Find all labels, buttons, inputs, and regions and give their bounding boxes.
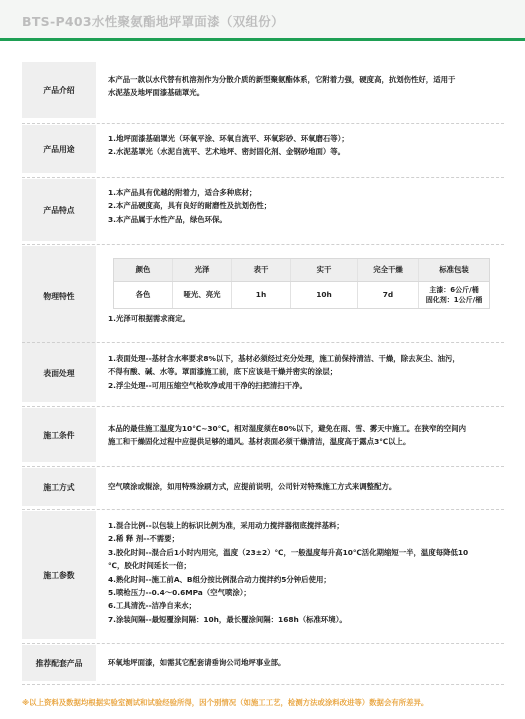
spec-header-cell: 完全干燥	[358, 259, 419, 281]
section-divider	[22, 342, 504, 343]
content-line: 环氧地坪面漆，如需其它配套请垂询公司地坪事业部。	[108, 658, 286, 668]
section-label: 施工参数	[22, 511, 96, 639]
spec-cell-color: 各色	[114, 282, 173, 308]
spec-header-cell: 光泽	[173, 259, 232, 281]
section-content	[108, 519, 498, 639]
section-content	[108, 246, 498, 346]
section-label: 产品用途	[22, 125, 96, 173]
spec-header-cell: 表干	[232, 259, 291, 281]
content-line: 7.涂装间隔--最短覆涂间隔：10h，最长覆涂间隔：168h（标准环境）。	[108, 614, 347, 624]
section-params	[22, 511, 504, 639]
content-line: 2.浮尘处理--可用压缩空气枪吹净或用干净的扫把清扫干净。	[108, 380, 307, 390]
section-content	[108, 645, 498, 681]
section-divider	[22, 643, 504, 644]
content-line: 1.本产品具有优越的附着力，适合多种底材；	[108, 188, 257, 197]
spec-note: 1.光泽可根据需求商定。	[108, 314, 190, 323]
section-label: 物理特性	[22, 246, 96, 346]
content-line: 施工和干燥固化过程中应提供足够的通风。基材表面必须干燥清洁，温度高于露点3℃以上。	[108, 437, 411, 447]
section-content	[108, 132, 498, 173]
content-line: 1.表面处理--基材含水率要求8%以下，基材必须经过充分处理，施工前保持清洁、干燥，除去灰尘、油污，	[108, 354, 460, 363]
content-line: 3.胶化时间--混合后1小时内用完，温度（23±2）℃，一般温度每升高10℃活化期缩短一半，温度每降低10	[108, 547, 469, 557]
spec-cell-gloss: 哑光、亮光	[173, 282, 232, 308]
content-line: 不得有酸、碱、水等。罩面漆施工前，底下应该是干燥并密实的涂层；	[108, 367, 338, 377]
section-divider	[22, 509, 504, 510]
content-line: 5.喷枪压力--0.4～0.6MPa（空气喷涂）；	[108, 588, 251, 598]
document-title: BTS-P403水性聚氨酯地坪罩面漆（双组份）	[22, 14, 284, 29]
content-line: ℃，胶化时间延长一倍；	[108, 561, 191, 571]
content-line: 1.混合比例--以包装上的标识比例为准，采用动力搅拌器彻底搅拌基料；	[108, 521, 344, 530]
section-content	[108, 186, 498, 241]
spec-cell-surface-dry: 1h	[232, 282, 291, 308]
section-recommend	[22, 645, 504, 681]
section-method	[22, 468, 504, 506]
section-conditions	[22, 408, 504, 462]
spec-cell-full-cure: 7d	[358, 282, 419, 308]
section-label: 产品特点	[22, 179, 96, 241]
footer-disclaimer: ※以上资料及数据均根据实验室测试和试验经验所得，因个别情况（如施工工艺，检测方法或涂料改进等）数据会有所差异。	[22, 698, 429, 707]
content-line: 6.工具清洗--洁净自来水；	[108, 601, 196, 611]
content-line: 4.熟化时间--施工前A、B组分按比例混合动力搅拌约5分钟后使用；	[108, 574, 331, 584]
section-divider	[22, 123, 504, 124]
header-accent-line	[0, 38, 525, 41]
spec-header-cell: 标准包装	[439, 265, 469, 275]
spec-cell-packaging	[419, 282, 489, 308]
section-features	[22, 179, 504, 241]
header-bar	[0, 0, 525, 38]
content-line: 本产品一款以水代替有机溶剂作为分散介质的新型聚氨酯体系，它附着力强，硬度高，抗划伤性好，适用于	[108, 75, 456, 84]
spec-table-header	[114, 259, 489, 281]
section-label: 施工条件	[22, 408, 96, 462]
section-divider	[22, 406, 504, 407]
section-divider	[22, 244, 504, 245]
content-line: 3.本产品属于水性产品，绿色环保。	[108, 214, 227, 224]
section-label: 产品介绍	[22, 62, 96, 118]
section-intro	[22, 62, 504, 118]
packaging-hardener: 固化剂：1公斤/桶	[425, 296, 483, 304]
section-label: 施工方式	[22, 468, 96, 506]
section-content	[108, 468, 498, 506]
packaging-main: 主漆：6公斤/桶	[429, 286, 479, 294]
section-content	[108, 422, 498, 462]
section-content	[108, 352, 498, 402]
content-line: 1.地坪面漆基础罩光（环氧平涂、环氧自流平、环氧彩砂、环氧磨石等）；	[108, 134, 349, 143]
spec-table	[113, 258, 490, 309]
spec-header-cell: 颜色	[114, 259, 173, 281]
content-line: 空气喷涂或辊涂，如用特殊涂刷方式，应提前说明，公司针对特殊施工方式来调整配方。	[108, 482, 397, 492]
section-divider	[22, 466, 504, 467]
section-divider	[22, 684, 504, 685]
spec-table-row	[114, 281, 489, 308]
section-content	[108, 73, 498, 118]
section-divider	[22, 177, 504, 178]
content-line: 2.稀 释 剂--不需要；	[108, 534, 179, 544]
section-label: 表面处理	[22, 344, 96, 402]
content-line: 本品的最佳施工温度为10℃~30℃。相对湿度须在80%以下，避免在雨、雪、雾天中施工。在狭窄的空间内	[108, 424, 466, 433]
content-line: 2.水泥基罩光（水泥自流平、艺术地坪、密封固化剂、金钢砂地面）等。	[108, 147, 346, 157]
section-label: 推荐配套产品	[22, 645, 96, 681]
section-usage	[22, 125, 504, 173]
content-line: 2.本产品硬度高，具有良好的耐磨性及抗划伤性；	[108, 201, 272, 211]
section-physical	[22, 246, 504, 346]
content-line: 水泥基及地坪面漆基础罩光。	[108, 88, 205, 98]
spec-cell-hard-dry: 10h	[291, 282, 358, 308]
spec-header-cell: 实干	[291, 259, 358, 281]
section-surface	[22, 344, 504, 402]
